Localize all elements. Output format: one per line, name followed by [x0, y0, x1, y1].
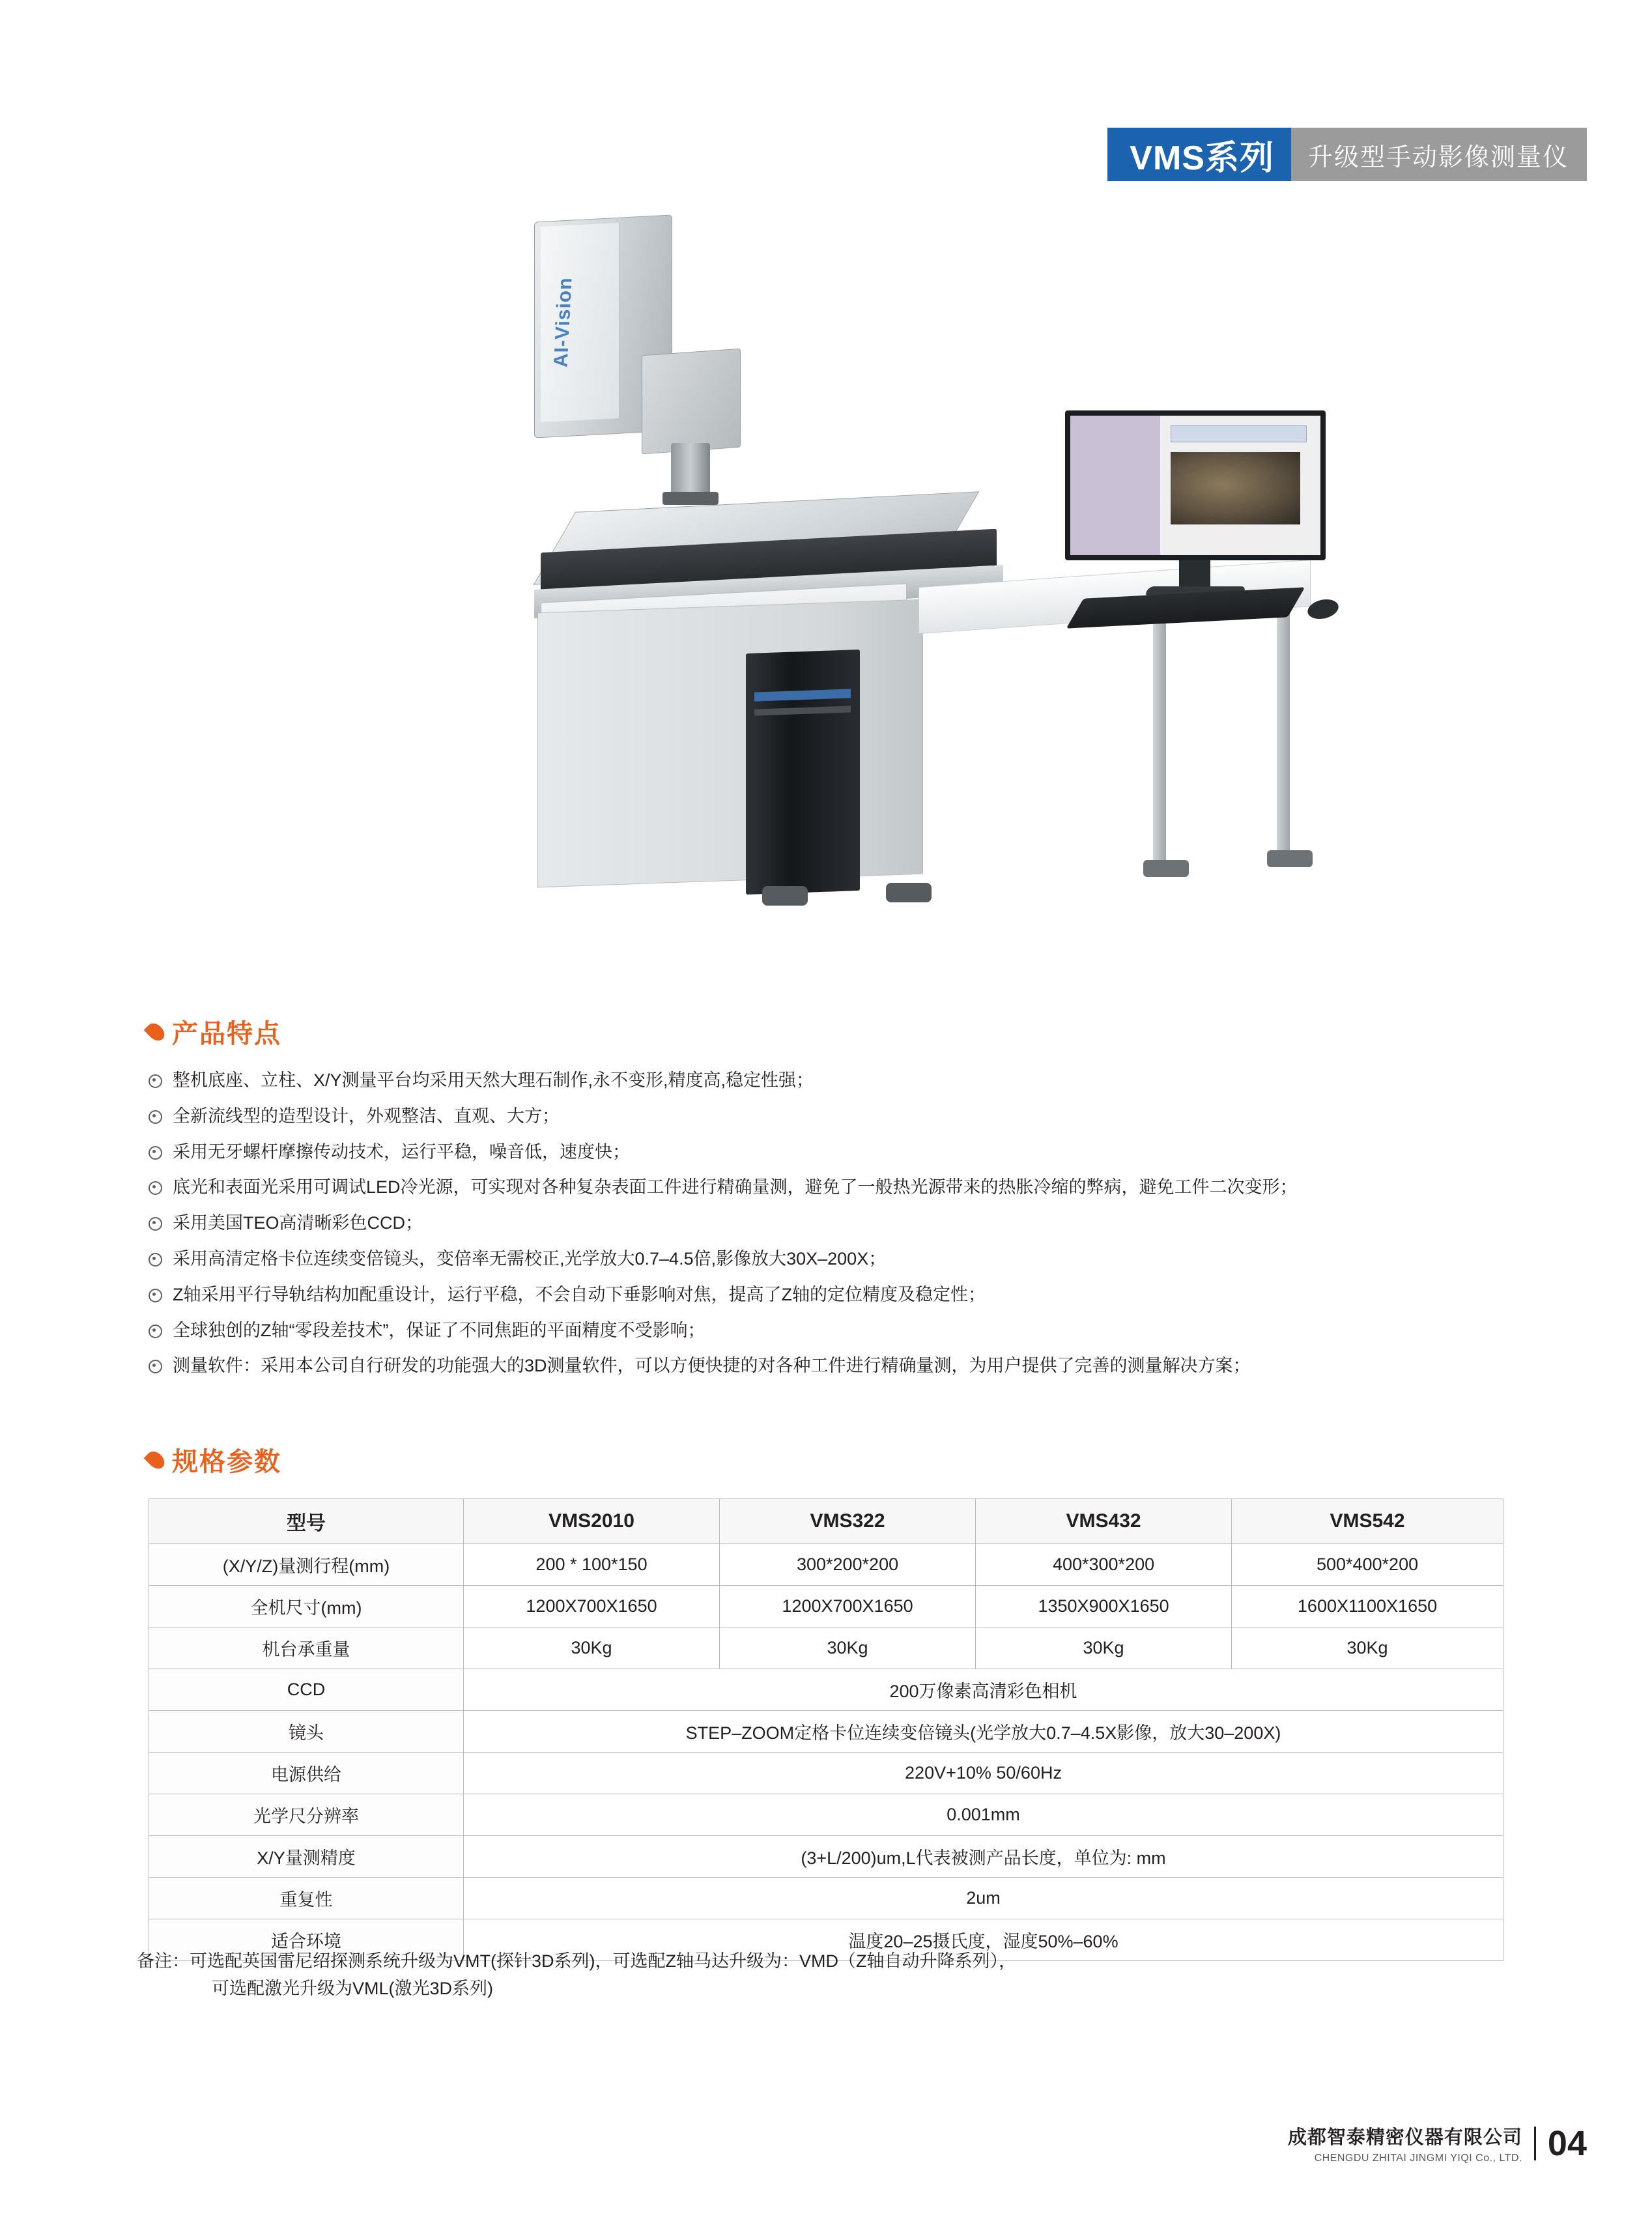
spec-note: [137, 1948, 1505, 2003]
table-cell: 300*200*200: [720, 1544, 976, 1586]
features-title: 产品特点: [172, 1020, 281, 1048]
bullet-icon: [149, 1110, 162, 1124]
software-toolbar: [1171, 425, 1307, 442]
table-row: [149, 1753, 1503, 1794]
column-header: VMS2010: [464, 1499, 720, 1544]
pc-tower: [746, 650, 860, 895]
monitor: [1065, 410, 1326, 560]
machine-foot-left: [762, 886, 808, 906]
row-label: 重复性: [149, 1878, 464, 1919]
table-cell: 200 * 100*150: [464, 1544, 720, 1586]
column-header: VMS322: [720, 1499, 976, 1544]
table-row: [149, 1669, 1503, 1711]
row-label: CCD: [149, 1669, 464, 1711]
table-row: [149, 1586, 1503, 1627]
table-cell: (3+L/200)um,L代表被测产品长度，单位为: mm: [464, 1836, 1503, 1878]
machine-foot-right: [886, 883, 932, 902]
bullet-icon: [149, 1181, 162, 1195]
features-heading: [149, 1013, 281, 1050]
row-label: 机台承重量: [149, 1627, 464, 1669]
table-cell: 2um: [464, 1878, 1503, 1919]
table-cell: 30Kg: [464, 1627, 720, 1669]
row-label: 适合环境: [149, 1919, 464, 1961]
table-cell: 400*300*200: [976, 1544, 1232, 1586]
list-item: [149, 1247, 1549, 1272]
list-item: [149, 1319, 1549, 1343]
monitor-screen: [1070, 416, 1320, 555]
list-item: [149, 1175, 1549, 1200]
feature-text: Z轴采用平行导轨结构加配重设计，运行平稳，不会自动下垂影响对焦，提高了Z轴的定位精度及稳定性；: [173, 1284, 986, 1304]
table-cell: 1200X700X1650: [464, 1586, 720, 1627]
specs-title: 规格参数: [172, 1448, 281, 1476]
footer-divider: [1534, 2127, 1536, 2160]
software-camera-view: [1171, 452, 1301, 524]
desk-leg-right: [1277, 599, 1290, 860]
bullet-icon: [149, 1074, 162, 1088]
table-cell: 500*400*200: [1232, 1544, 1503, 1586]
note-line-1: 备注：可选配英国雷尼绍探测系统升级为VMT(探针3D系列)，可选配Z轴马达升级为：VMD（Z轴自动升降系列），: [137, 1951, 1016, 1971]
bullet-icon: [149, 1360, 162, 1373]
page-number: 04: [1547, 2124, 1587, 2163]
table-cell: 30Kg: [1232, 1627, 1503, 1669]
table-row: [149, 1836, 1503, 1878]
table-row: [149, 1878, 1503, 1919]
column-header: VMS542: [1232, 1499, 1503, 1544]
row-label: 镜头: [149, 1711, 464, 1753]
desk-foot-left: [1143, 860, 1189, 877]
feature-text: 采用高清定格卡位连续变倍镜头，变倍率无需校正,光学放大0.7–4.5倍,影像放大30X–200X；: [173, 1248, 887, 1268]
footer-company: [1288, 2123, 1522, 2164]
table-cell: 220V+10% 50/60Hz: [464, 1753, 1503, 1794]
table-cell: 30Kg: [976, 1627, 1232, 1669]
feature-text: 底光和表面光采用可调试LED冷光源，可实现对各种复杂表面工件进行精确量测，避免了一般热光源带来的热胀冷缩的弊病，避免工件二次变形；: [173, 1177, 1298, 1197]
table-cell: 30Kg: [720, 1627, 976, 1669]
machine-head: [642, 349, 741, 455]
feature-text: 采用无牙螺杆摩擦传动技术，运行平稳，噪音低，速度快；: [173, 1141, 630, 1162]
list-item: [149, 1140, 1549, 1165]
desk-leg-left: [1153, 616, 1166, 870]
table-cell: STEP–ZOOM定格卡位连续变倍镜头(光学放大0.7–4.5X影像，放大30–200X): [464, 1711, 1503, 1753]
row-label: 光学尺分辨率: [149, 1794, 464, 1836]
droplet-icon: [144, 1020, 168, 1044]
column-header: VMS432: [976, 1499, 1232, 1544]
bullet-icon: [149, 1217, 162, 1231]
series-label: VMS系列: [1107, 128, 1291, 181]
list-item: [149, 1068, 1549, 1093]
row-label: (X/Y/Z)量测行程(mm): [149, 1544, 464, 1586]
bullet-icon: [149, 1146, 162, 1160]
specs-heading: [149, 1441, 281, 1478]
feature-text: 采用美国TEO高清晰彩色CCD；: [173, 1213, 423, 1233]
feature-text: 整机底座、立柱、X/Y测量平台均采用天然大理石制作,永不变形,精度高,稳定性强；: [173, 1070, 814, 1090]
feature-text: 全球独创的Z轴“零段差技术”，保证了不同焦距的平面精度不受影响；: [173, 1320, 705, 1340]
note-line-2: 可选配激光升级为VML(激光3D系列): [212, 1978, 494, 1998]
table-row: [149, 1711, 1503, 1753]
table-cell: 1200X700X1650: [720, 1586, 976, 1627]
bullet-icon: [149, 1289, 162, 1302]
feature-text: 全新流线型的造型设计，外观整洁、直观、大方；: [173, 1106, 560, 1126]
table-row: [149, 1627, 1503, 1669]
table-cell: 200万像素高清彩色相机: [464, 1669, 1503, 1711]
spec-table-wrap: [149, 1498, 1503, 1961]
row-label: 电源供给: [149, 1753, 464, 1794]
company-name-en: CHENGDU ZHITAI JINGMI YIQI Co., LTD.: [1314, 2153, 1522, 2164]
header-banner: [1107, 128, 1587, 181]
table-row: [149, 1544, 1503, 1586]
list-item: [149, 1283, 1549, 1308]
list-item: [149, 1354, 1549, 1379]
row-label: 全机尺寸(mm): [149, 1586, 464, 1627]
header-subtitle: 升级型手动影像测量仪: [1291, 128, 1587, 181]
lens-ring: [662, 492, 719, 505]
row-label: X/Y量测精度: [149, 1836, 464, 1878]
table-cell: 0.001mm: [464, 1794, 1503, 1836]
table-row: [149, 1499, 1503, 1544]
table-cell: 1350X900X1650: [976, 1586, 1232, 1627]
table-row: [149, 1794, 1503, 1836]
table-cell: 1600X1100X1650: [1232, 1586, 1503, 1627]
droplet-icon: [144, 1448, 168, 1472]
company-name-cn: 成都智泰精密仪器有限公司: [1287, 2127, 1522, 2148]
desk-foot-right: [1267, 850, 1313, 867]
list-item: [149, 1104, 1549, 1129]
machine-brand-logo: AI-Vision: [550, 277, 577, 368]
software-left-panel: [1070, 416, 1160, 555]
spec-table: [149, 1498, 1503, 1961]
table-cell: 温度20–25摄氏度，湿度50%–60%: [464, 1919, 1503, 1961]
footer: [1288, 2123, 1587, 2164]
list-item: [149, 1211, 1549, 1236]
bullet-icon: [149, 1253, 162, 1267]
base-cabinet: [537, 599, 923, 888]
feature-text: 测量软件：采用本公司自行研发的功能强大的3D测量软件，可以方便快捷的对各种工件进行精确量测，为用户提供了完善的测量解决方案；: [173, 1356, 1251, 1376]
product-photo: [345, 195, 1335, 964]
bullet-icon: [149, 1325, 162, 1338]
column-header: 型号: [149, 1499, 464, 1544]
feature-list: [149, 1068, 1549, 1390]
